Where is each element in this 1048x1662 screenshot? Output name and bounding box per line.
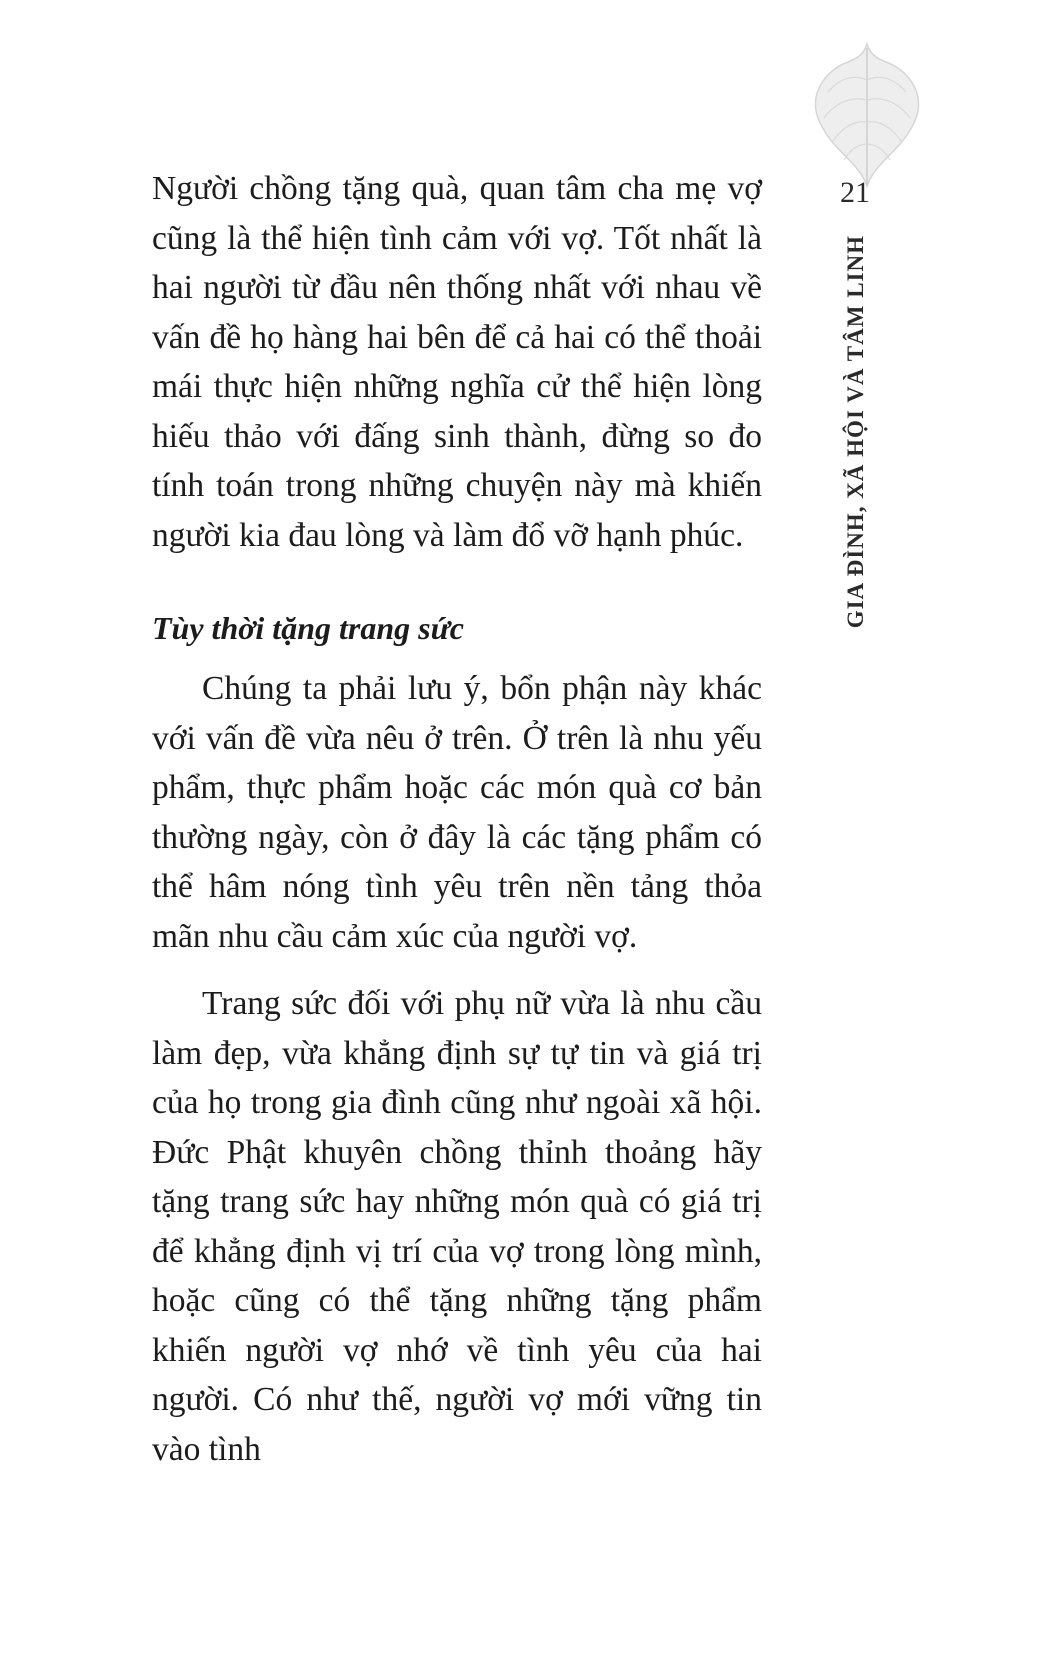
paragraph: Chúng ta phải lưu ý, bổn phận này khác với vấn đề vừa nêu ở trên. Ở trên là nhu yếu phẩm, thực phẩm hoặc các món quà cơ bản thường ngày, còn ở đây là các tặng phẩm có thể hâm nóng tình yêu trên nền tảng thỏa mãn nhu cầu cảm xúc của người vợ. — [152, 670, 762, 955]
running-header — [836, 235, 876, 645]
section-heading: Tùy thời tặng trang sức — [152, 610, 464, 646]
paragraph: Trang sức đối với phụ nữ vừa là nhu cầu làm đẹp, vừa khẳng định sự tự tin và giá trị của họ trong gia đình cũng như ngoài xã hội. Đức Phật khuyên chồng thỉnh thoảng hãy tặng trang sức hay những món quà có giá trị để khẳng định vị trí của vợ trong lòng mình, hoặc cũng có thể tặng những tặng phẩm khiến người vợ nhớ về tình yêu của hai người. Có như thế, người vợ mới vững tin vào tình — [152, 985, 762, 1468]
body-text — [152, 164, 762, 1474]
bodhi-leaf-icon — [812, 40, 922, 190]
running-title: GIA ĐÌNH, XÃ HỘI VÀ TÂM LINH — [843, 235, 868, 629]
paragraph: Người chồng tặng quà, quan tâm cha mẹ vợ cũng là thể hiện tình cảm với vợ. Tốt nhất là hai người từ đầu nên thống nhất với nhau về vấn đề họ hàng hai bên để cả hai có thể thoải mái thực hiện những nghĩa cử thể hiện lòng hiếu thảo với đấng sinh thành, đừng so đo tính toán trong những chuyện này mà khiến người kia đau lòng và làm đổ vỡ hạnh phúc. — [152, 170, 762, 554]
page-number: 21 — [840, 176, 870, 209]
